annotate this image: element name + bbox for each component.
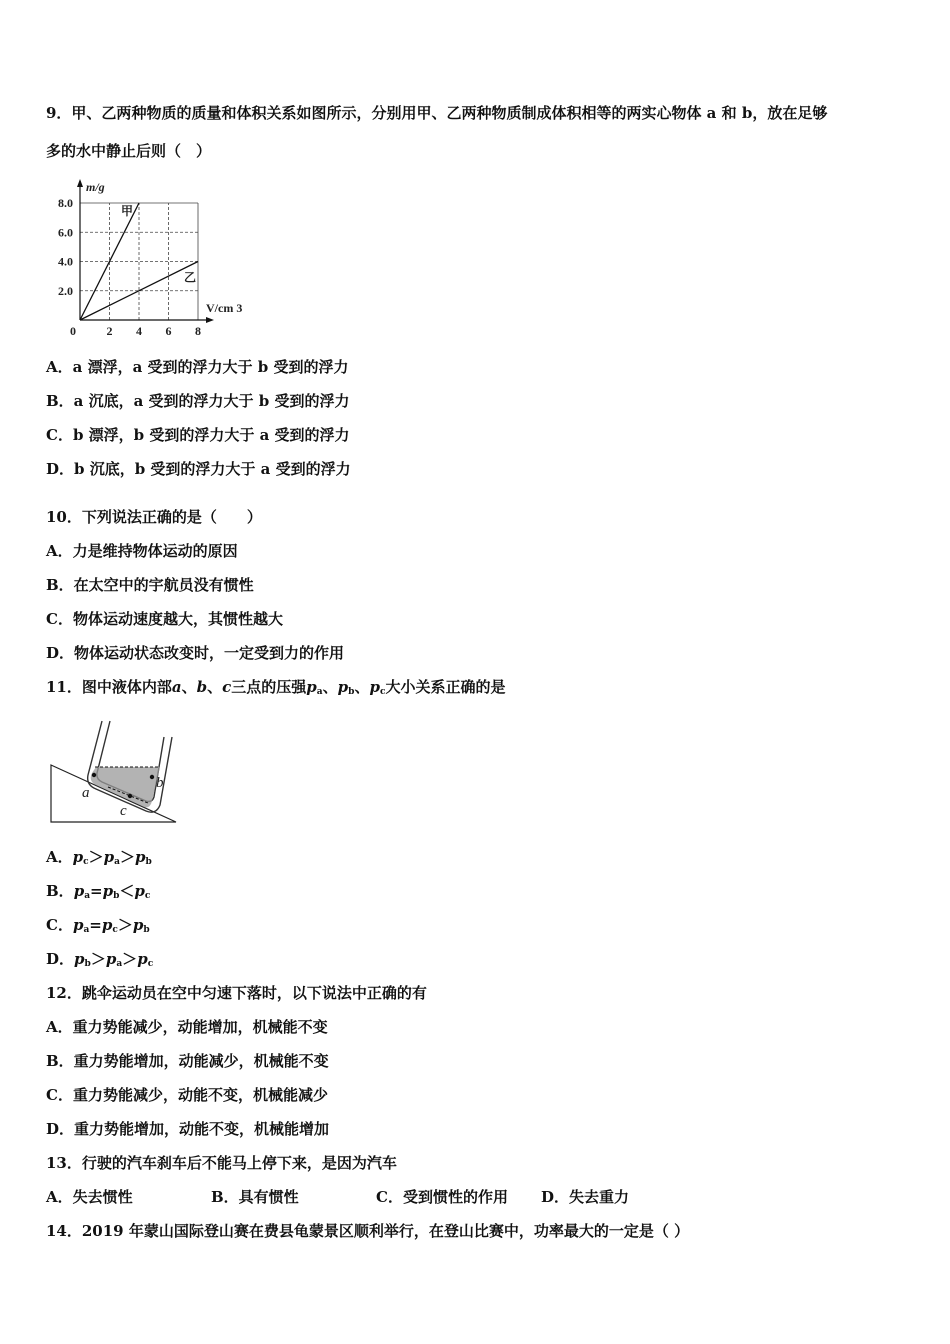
q9-option-a: A．a 漂浮，a 受到的浮力大于 b 受到的浮力 <box>46 358 349 376</box>
q13-stem: 13．行驶的汽车刹车后不能马上停下来，是因为汽车 <box>46 1154 397 1172</box>
label-b: b <box>156 775 164 791</box>
series-label-jia: 甲 <box>121 204 134 218</box>
label-c: c <box>120 803 127 819</box>
y-tick-label: 6.0 <box>58 225 73 240</box>
q12-option-b: B．重力势能增加，动能减少，机械能不变 <box>46 1052 329 1070</box>
u-tube-incline-figure <box>48 715 188 825</box>
q9-option-c: C．b 漂浮，b 受到的浮力大于 a 受到的浮力 <box>46 426 350 444</box>
origin-label: 0 <box>70 324 76 338</box>
q10-option-d: D．物体运动状态改变时，一定受到力的作用 <box>46 644 345 662</box>
y-tick-label: 4.0 <box>58 254 73 269</box>
y-tick-label: 8.0 <box>58 196 73 210</box>
q9-stem-line1: 9．甲、乙两种物质的质量和体积关系如图所示，分别用甲、乙两种物质制成体积相等的两实心物体 a 和 b，放在足够 <box>46 104 828 122</box>
q12-option-d: D．重力势能增加，动能不变，机械能增加 <box>46 1120 330 1138</box>
q11-stem: 11．图中液体内部a、b、c三点的压强$p_a$、$p_b$、$p_c$大小关系正确的是 <box>46 678 506 697</box>
mass-volume-chart <box>50 170 250 345</box>
q11-option-b: B．$p_a=p_b<p_c$ <box>46 882 151 901</box>
q9-option-d: D．b 沉底，b 受到的浮力大于 a 受到的浮力 <box>46 460 351 478</box>
point-c <box>128 794 132 798</box>
q11-option-d: D．$p_b>p_a>p_c$ <box>46 950 154 969</box>
q11-option-c: C．$p_a=p_c>p_b$ <box>46 916 150 935</box>
y-tick-label: 2.0 <box>58 283 73 298</box>
point-a <box>92 773 96 777</box>
q13-option-b: B．具有惯性 <box>211 1188 299 1206</box>
q13-option-d: D．失去重力 <box>541 1188 630 1206</box>
x-tick-label: 2 <box>106 324 113 338</box>
point-b <box>150 775 154 779</box>
q13-option-c: C．受到惯性的作用 <box>376 1188 508 1206</box>
q12-option-c: C．重力势能减少，动能不变，机械能减少 <box>46 1086 328 1104</box>
q9-stem-line2: 多的水中静止后则（ ） <box>46 142 212 160</box>
y-axis-label: m/g <box>86 180 105 194</box>
q10-option-c: C．物体运动速度越大，其惯性越大 <box>46 610 283 628</box>
y-axis-arrow <box>77 179 83 187</box>
label-a: a <box>82 785 90 801</box>
q13-option-a: A．失去惯性 <box>46 1188 133 1206</box>
x-tick-label: 4 <box>136 324 142 338</box>
q11-option-a: A．$p_c>p_a>p_b$ <box>46 848 152 867</box>
x-tick-label: 6 <box>165 324 172 338</box>
series-label-yi: 乙 <box>184 270 197 285</box>
q12-stem: 12．跳伞运动员在空中匀速下落时，以下说法中正确的有 <box>46 984 427 1002</box>
q10-option-a: A．力是维持物体运动的原因 <box>46 542 238 560</box>
x-axis-label: V/cm 3 <box>206 301 243 315</box>
q12-option-a: A．重力势能减少，动能增加，机械能不变 <box>46 1018 328 1036</box>
q14-stem: 14．2019 年蒙山国际登山赛在费县龟蒙景区顺利举行，在登山比赛中，功率最大的一定是（ ） <box>46 1222 690 1240</box>
q10-stem: 10．下列说法正确的是（ ） <box>46 508 262 526</box>
q9-option-b: B．a 沉底，a 受到的浮力大于 b 受到的浮力 <box>46 392 350 410</box>
x-axis-arrow <box>206 317 214 323</box>
q10-option-b: B．在太空中的宇航员没有惯性 <box>46 576 254 594</box>
x-tick-label: 8 <box>195 324 201 338</box>
